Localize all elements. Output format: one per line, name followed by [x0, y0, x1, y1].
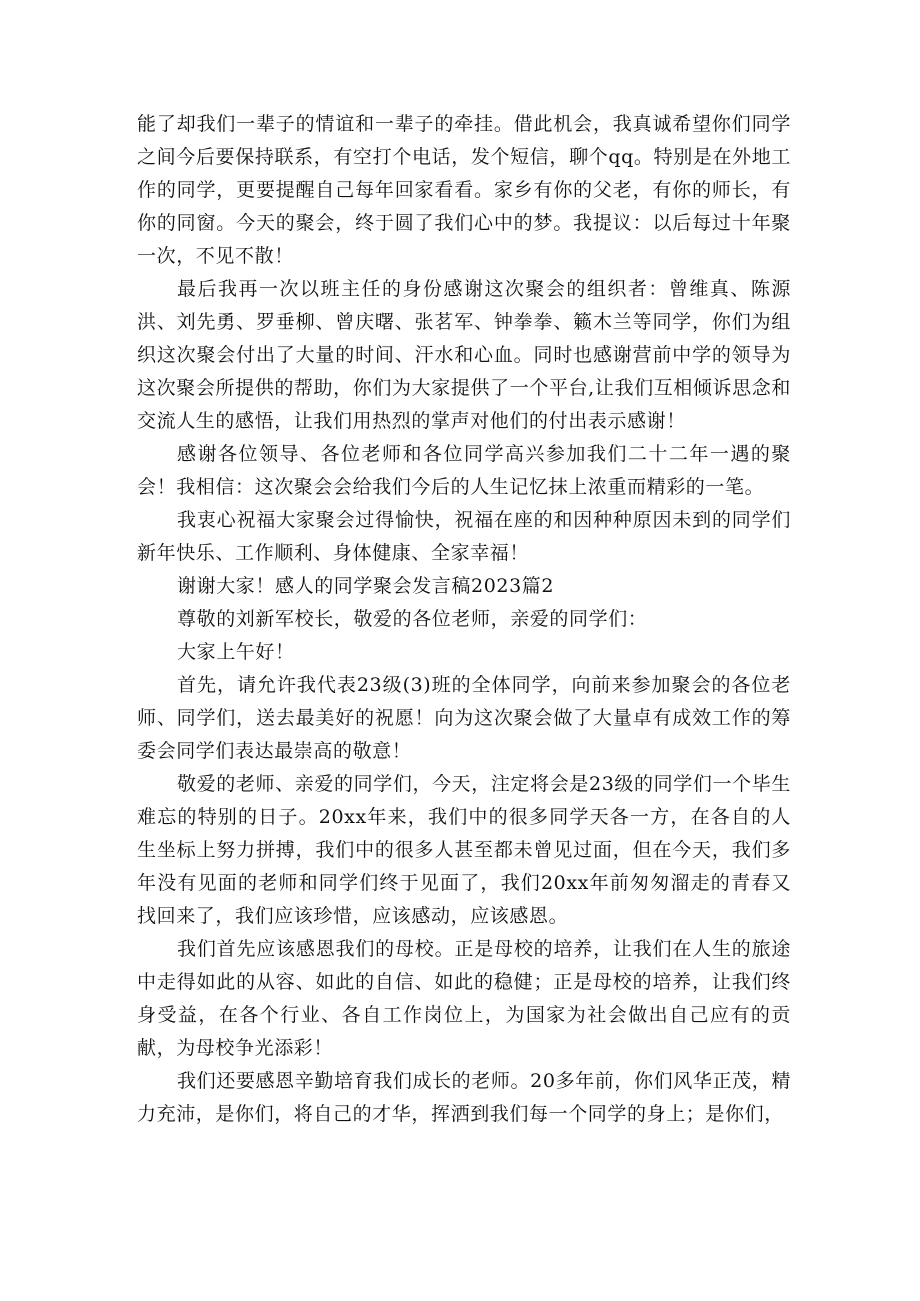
document-page [137, 108, 791, 1131]
paragraph-1: 能了却我们一辈子的情谊和一辈子的牵挂。借此机会，我真诚希望你们同学之间今后要保持联系，有空打个电话，发个短信，聊个qq。特别是在外地工作的同学，更要提醒自己每年回家看看。家乡有你的父老，有你的师长，有你的同窗。今天的聚会，终于圆了我们心中的梦。我提议：以后每过十年聚一次，不见不散！ [137, 113, 791, 267]
salutation: 尊敬的刘新军校长，敬爱的各位老师，亲爱的同学们： [177, 608, 648, 630]
paragraph-4: 我衷心祝福大家聚会过得愉快，祝福在座的和因种种原因未到的同学们新年快乐、工作顺利、身体健康、全家幸福！ [137, 509, 791, 564]
paragraph-9: 敬爱的老师、亲爱的同学们，今天，注定将会是23级的同学们一个毕生难忘的特别的日子。20xx年来，我们中的很多同学天各一方，在各自的人生坐标上努力拼搏，我们中的很多人甚至都未曾见过面，但在今天，我们多年没有见面的老师和同学们终于见面了，我们20xx年前匆匆溜走的青春又找回来了，我们应该珍惜，应该感动，应该感恩。 [137, 773, 791, 927]
paragraph-3: 感谢各位领导、各位老师和各位同学高兴参加我们二十二年一遇的聚会！我相信：这次聚会会给我们今后的人生记忆抹上浓重而精彩的一笔。 [137, 443, 791, 498]
paragraph-8: 首先，请允许我代表23级(3)班的全体同学，向前来参加聚会的各位老师、同学们，送去最美好的祝愿！向为这次聚会做了大量卓有成效工作的筹委会同学们表达最崇高的敬意！ [137, 674, 791, 762]
paragraph-2: 最后我再一次以班主任的身份感谢这次聚会的组织者：曾维真、陈源洪、刘先勇、罗垂柳、曾庆曙、张茗军、钟拳拳、籁木兰等同学，你们为组织这次聚会付出了大量的时间、汗水和心血。同时也感谢营前中学的领导为这次聚会所提供的帮助，你们为大家提供了一个平台,让我们互相倾诉思念和交流人生的感悟，让我们用热烈的掌声对他们的付出表示感谢！ [137, 278, 791, 432]
section-heading: 谢谢大家！感人的同学聚会发言稿2023篇2 [177, 575, 555, 597]
paragraph-11: 我们还要感恩辛勤培育我们成长的老师。20多年前，你们风华正茂，精力充沛，是你们，将自己的才华，挥洒到我们每一个同学的身上；是你们， [137, 1070, 791, 1125]
paragraph-10: 我们首先应该感恩我们的母校。正是母校的培养，让我们在人生的旅途中走得如此的从容、如此的自信、如此的稳健；正是母校的培养，让我们终身受益，在各个行业、各自工作岗位上，为国家为社会做出自己应有的贡献，为母校争光添彩！ [137, 938, 791, 1059]
greeting: 大家上午好！ [177, 641, 295, 663]
